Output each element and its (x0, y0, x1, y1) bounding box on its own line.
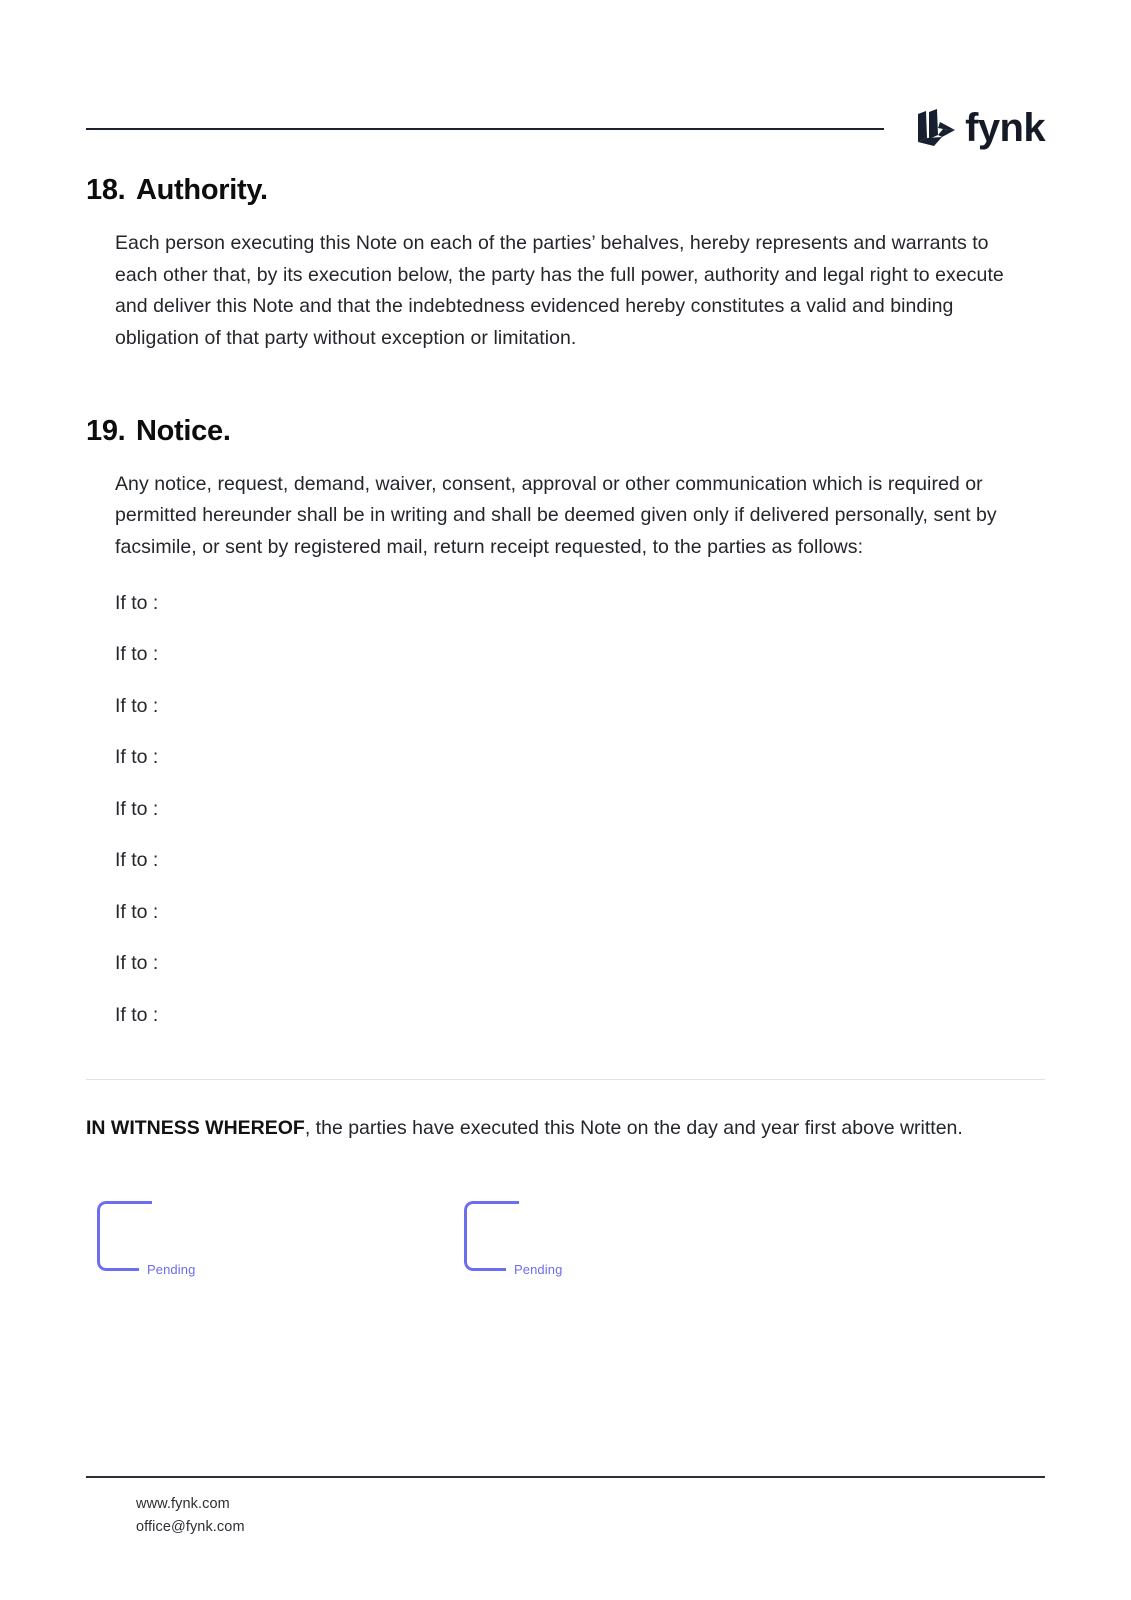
brand-wordmark: fynk (965, 106, 1045, 150)
status-badge: Pending (147, 1261, 196, 1277)
page-footer (86, 1476, 1045, 1538)
brand-logo (912, 108, 1045, 148)
signature-row (86, 1201, 1045, 1277)
clause-body-19: Any notice, request, demand, waiver, consent, approval or other communication which is required or permitted hereunder shall be in writing and shall be deemed given only if delivered personally, sent by facsimile, or sent by registered mail, return receipt requested, to the parties as follows: (115, 472, 997, 558)
list-item: If to : (115, 849, 159, 872)
notice-recipient-list (86, 591, 1045, 1058)
footer-contact (86, 1493, 1045, 1538)
clause-heading-18 (86, 172, 1045, 208)
list-item: If to : (115, 1003, 159, 1026)
clause-body-18: Each person executing this Note on each of the parties’ behalves, hereby represents and warrants to each other that, by its execution below, the party has the full power, authority and legal right to execute and deliver this Note and that the indebtedness evidenced hereby constitutes a valid and binding obligation of that party without exception or limitation. (115, 232, 1004, 349)
list-item: If to : (115, 952, 159, 975)
witness-paragraph (86, 1113, 991, 1145)
header-divider (86, 128, 884, 130)
list-item: If to : (115, 900, 159, 923)
signature-field-2[interactable] (464, 1201, 564, 1277)
signature-bracket-top-stub (473, 1201, 519, 1204)
section-spacer (86, 355, 1045, 413)
clause-number-19: 19. (86, 414, 126, 447)
clause-title-18: Authority. (136, 174, 268, 206)
list-item: If to : (115, 746, 159, 769)
clause-number-18: 18. (86, 174, 126, 206)
signature-bracket-icon (464, 1201, 520, 1271)
signature-bracket-icon (97, 1201, 153, 1271)
signature-field-1[interactable] (97, 1201, 197, 1277)
clause-title-19: Notice. (136, 414, 231, 447)
status-badge: Pending (514, 1261, 563, 1277)
list-item: If to : (115, 797, 159, 820)
signature-bracket-bottom-stub (106, 1268, 139, 1271)
clause-heading-19 (86, 413, 1045, 449)
signature-bracket-top-stub (106, 1201, 152, 1204)
witness-rest-text: , the parties have executed this Note on the day and year first above written. (304, 1117, 963, 1140)
list-item: If to : (115, 694, 159, 717)
list-item: If to : (115, 643, 159, 666)
signature-bracket-bottom-stub (473, 1268, 506, 1271)
list-item: If to : (115, 591, 159, 614)
origami-bird-icon (912, 108, 956, 148)
footer-website[interactable]: www.fynk.com (136, 1496, 230, 1513)
document-content (86, 172, 1045, 1277)
footer-email[interactable]: office@fynk.com (136, 1518, 245, 1535)
page-header (86, 96, 1045, 160)
footer-divider (86, 1476, 1045, 1478)
section-divider (86, 1079, 1045, 1080)
witness-lead-text: IN WITNESS WHEREOF (86, 1117, 305, 1140)
